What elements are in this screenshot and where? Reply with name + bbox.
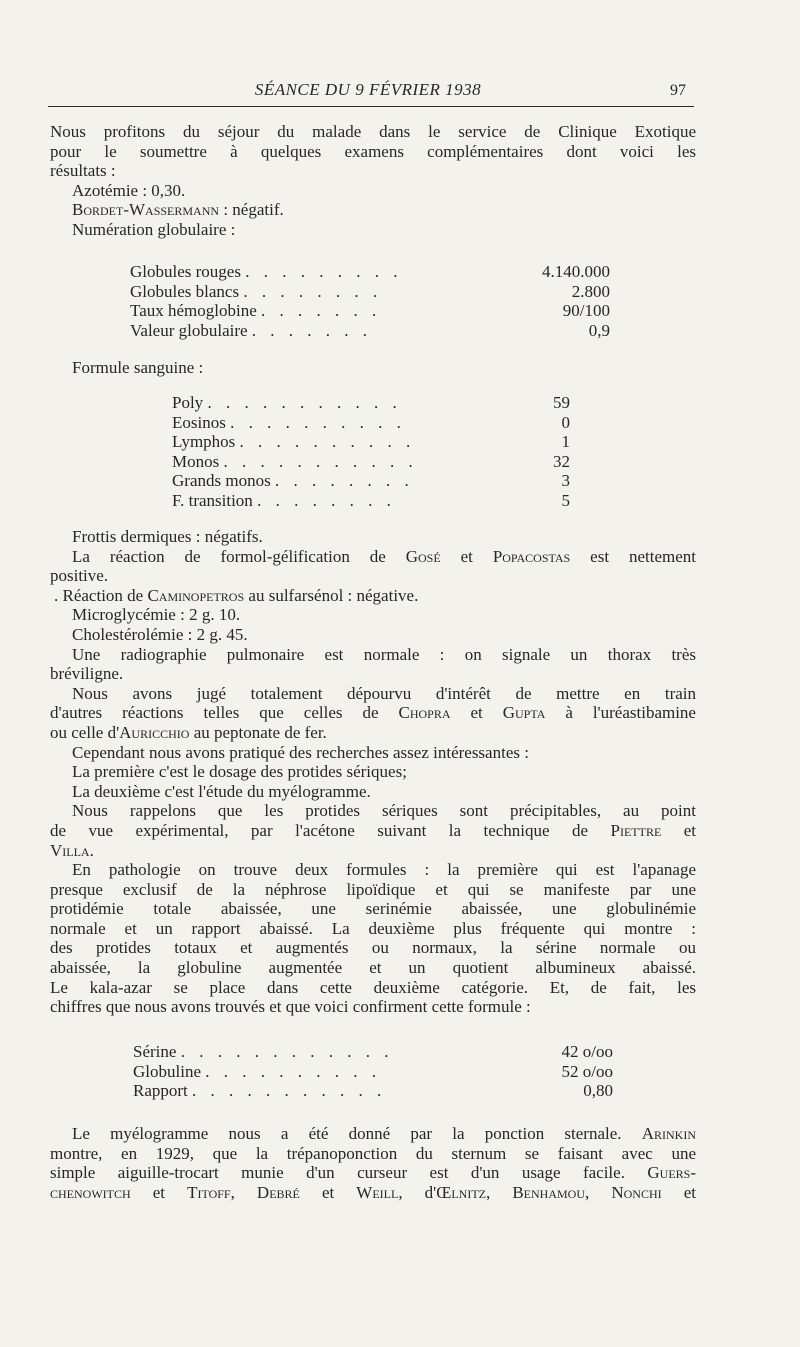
row-label-text: Globules rouges	[130, 262, 241, 281]
text-line: Nous profitons du séjour du malade dans le service de Clinique Exotique	[50, 122, 696, 141]
author-name: Weill	[356, 1182, 399, 1202]
text-line: montre, en 1929, que la trépanoponction du sternum se faisant avec une	[50, 1143, 696, 1163]
author-name: Nonchi	[611, 1182, 662, 1202]
row-label	[130, 301, 563, 321]
row-value: 0,9	[588, 320, 610, 340]
text-span: à l'uréastibamine	[545, 703, 696, 723]
author-name: Œlnitz	[436, 1182, 487, 1202]
author-name: chenowitch	[50, 1182, 131, 1202]
text-span: et	[661, 1182, 696, 1202]
row-value: 90/100	[562, 301, 610, 321]
author-name: Chopra	[398, 703, 451, 723]
text-span: est nettement	[570, 546, 696, 566]
results-paragraphs	[50, 527, 696, 1017]
row-label-text: Lymphos	[172, 432, 236, 452]
text-span: La réaction de formol-gélification de	[72, 546, 406, 566]
row-label-text: Globuline	[133, 1061, 201, 1081]
row-value: 1	[561, 432, 570, 452]
text-line: Cependant nous avons pratiqué des recherches assez intéressantes :	[72, 742, 529, 762]
table-row	[130, 262, 610, 282]
text-span: d'autres réactions telles que celles de	[50, 703, 399, 723]
frottis-line: Frottis dermiques : négatifs.	[72, 527, 263, 546]
author-name: Benhamou	[512, 1182, 586, 1202]
table-row	[172, 491, 570, 511]
numeration-heading: Numération globulaire :	[72, 219, 236, 239]
leader-dots: . . . . . . . . .	[245, 262, 403, 281]
leader-dots: . . . . . . .	[261, 301, 382, 321]
text-line: La deuxième c'est l'étude du myélogramme.	[72, 781, 371, 801]
caminopetros-line	[50, 586, 696, 606]
azotemie-line: Azotémie : 0,30.	[72, 180, 186, 200]
row-label	[133, 1081, 583, 1101]
text-span: de vue expérimental, par l'acétone suivant la technique de	[50, 820, 611, 840]
text-line	[50, 1163, 696, 1183]
intro-paragraph	[50, 122, 696, 240]
cholesterolemie-line: Cholestérolémie : 2 g. 45.	[72, 624, 248, 644]
author-name: Piettre	[610, 820, 662, 840]
text-line	[50, 841, 696, 861]
table-row	[133, 1081, 613, 1101]
text-span: ,	[585, 1182, 612, 1202]
row-label	[133, 1062, 562, 1082]
author-name: Popacostas	[492, 546, 571, 566]
text-span: au peptonate de fer.	[189, 722, 327, 742]
row-label-text: Monos	[172, 451, 220, 471]
leader-dots: . . . . . . .	[251, 320, 373, 340]
author-name: Bordet-Wassermann	[72, 200, 220, 220]
text-span: . Réaction de	[54, 585, 148, 605]
row-value: 59	[553, 393, 570, 412]
text-line	[50, 1183, 696, 1203]
row-label-text: Sérine	[133, 1042, 177, 1061]
text-line: La première c'est le dosage des protides sériques;	[72, 762, 407, 782]
microglycemie-line: Microglycémie : 2 g. 10.	[72, 605, 241, 625]
author-name: Debré	[256, 1182, 300, 1202]
text-span: et	[450, 703, 503, 723]
leader-dots: . . . . . . . . . .	[205, 1061, 381, 1081]
text-line: Nous avons jugé totalement dépourvu d'intérêt de mettre en train	[72, 683, 696, 703]
row-value: 42 o/oo	[561, 1042, 613, 1061]
myelogramme-paragraph	[50, 1124, 696, 1202]
text-line: normale et un rapport abaissé. La deuxième plus fréquente qui montre :	[50, 918, 696, 938]
formule-table	[172, 393, 570, 511]
table-row	[130, 301, 610, 321]
row-label	[130, 262, 542, 282]
author-name: Gupta	[502, 703, 546, 723]
text-line: protidémie totale abaissée, une serinémie abaissée, une globulinémie	[50, 899, 696, 919]
row-label	[130, 321, 589, 341]
text-span: et	[661, 820, 696, 840]
text-line: positive.	[50, 566, 109, 586]
formule-heading: Formule sanguine :	[72, 358, 204, 377]
row-value: 0,80	[583, 1081, 613, 1101]
leader-dots: . . . . . . . .	[257, 490, 396, 510]
text-line: chiffres que nous avons trouvés et que voici confirment cette formule :	[50, 997, 531, 1017]
row-value: 3	[561, 471, 570, 491]
row-value: 32	[553, 451, 570, 471]
table-row	[130, 321, 610, 341]
table-row	[172, 393, 570, 413]
text-span: : négatif.	[219, 200, 284, 220]
author-name: Guers-	[647, 1163, 696, 1183]
text-line: Le kala-azar se place dans cette deuxième catégorie. Et, de fait, les	[50, 977, 696, 997]
row-label-text: Taux hémoglobine	[130, 301, 257, 321]
author-name: Villa	[50, 840, 90, 860]
table-row	[130, 282, 610, 302]
row-label-text: Poly	[172, 393, 204, 412]
text-line: résultats :	[50, 161, 116, 181]
text-span: simple aiguille-trocart munie d'un curseur est d'un usage facile.	[50, 1163, 648, 1183]
numeration-table	[130, 262, 610, 340]
row-label-text: Valeur globulaire	[130, 320, 248, 340]
text-line: Une radiographie pulmonaire est normale : on signale un thorax très	[72, 644, 696, 664]
row-value: 2.800	[571, 281, 610, 301]
text-span: et	[440, 546, 493, 566]
text-span: Le myélogramme nous a été donné par la ponction sternale.	[72, 1124, 642, 1143]
text-line: abaissée, la globuline augmentée et un quotient albumineux abaissé.	[50, 958, 696, 978]
author-name: Gosé	[405, 546, 441, 566]
row-value: 52 o/oo	[561, 1061, 613, 1081]
text-span: ou celle d'	[50, 722, 120, 742]
row-label	[172, 471, 562, 491]
row-label-text: F. transition	[172, 490, 253, 510]
text-span: et	[130, 1182, 188, 1202]
text-span: au sulfarsénol : négative.	[244, 585, 419, 605]
formule-heading-block	[50, 358, 696, 378]
row-label	[172, 413, 562, 433]
text-line: En pathologie on trouve deux formules : la première qui est l'apanage	[72, 860, 696, 880]
leader-dots: . . . . . . . . . .	[230, 412, 406, 432]
bordet-wassermann-line	[50, 200, 696, 220]
row-value: 5	[561, 490, 570, 510]
running-header	[48, 76, 688, 104]
author-name: Caminopetros	[147, 585, 245, 605]
text-line: bréviligne.	[50, 664, 124, 684]
text-span: et	[299, 1182, 357, 1202]
text-span: .	[89, 840, 94, 860]
leader-dots: . . . . . . . .	[274, 471, 414, 491]
formol-line	[50, 547, 696, 567]
header-rule	[48, 106, 694, 107]
leader-dots: . . . . . . . . . . .	[192, 1081, 387, 1101]
row-label	[172, 393, 553, 413]
text-span: ,	[230, 1182, 257, 1202]
table-row	[172, 452, 570, 472]
table-row	[172, 413, 570, 433]
table-row	[133, 1062, 613, 1082]
leader-dots: . . . . . . . . . .	[239, 432, 416, 452]
leader-dots: . . . . . . . .	[243, 281, 383, 301]
text-line: Nous rappelons que les protides sériques sont précipitables, au point	[72, 801, 696, 821]
leader-dots: . . . . . . . . . . .	[223, 451, 418, 471]
row-value: 4.140.000	[542, 262, 610, 281]
serine-table	[133, 1042, 613, 1101]
row-label-text: Eosinos	[172, 412, 226, 432]
running-title: SÉANCE DU 9 FÉVRIER 1938	[254, 80, 482, 99]
row-label	[172, 452, 553, 472]
text-line	[50, 1124, 696, 1144]
row-label	[133, 1042, 562, 1062]
row-value: 0	[561, 412, 570, 432]
row-label-text: Globules blancs	[130, 281, 240, 301]
text-line: des protides totaux et augmentés ou normaux, la sérine normale ou	[50, 938, 696, 958]
table-row	[133, 1042, 613, 1062]
text-line: pour le soumettre à quelques examens complémentaires dont voici les	[50, 141, 696, 161]
author-name: Titoff	[187, 1182, 231, 1202]
text-line: presque exclusif de la néphrose lipoïdique et qui se manifeste par une	[50, 879, 696, 899]
table-row	[172, 471, 570, 491]
text-line	[50, 723, 696, 743]
row-label-text: Rapport	[133, 1081, 188, 1101]
leader-dots: . . . . . . . . . . .	[207, 393, 402, 412]
table-row	[172, 432, 570, 452]
page-number: 97	[670, 82, 686, 99]
row-label	[172, 491, 562, 511]
author-name: Arinkin	[641, 1124, 696, 1143]
text-line	[50, 703, 696, 723]
author-name: Auricchio	[119, 722, 190, 742]
text-span: ,	[486, 1182, 513, 1202]
row-label	[130, 282, 572, 302]
text-line	[50, 821, 696, 841]
text-span: , d'	[398, 1182, 437, 1202]
row-label	[172, 432, 562, 452]
row-label-text: Grands monos	[172, 471, 271, 491]
leader-dots: . . . . . . . . . . . .	[180, 1042, 394, 1061]
